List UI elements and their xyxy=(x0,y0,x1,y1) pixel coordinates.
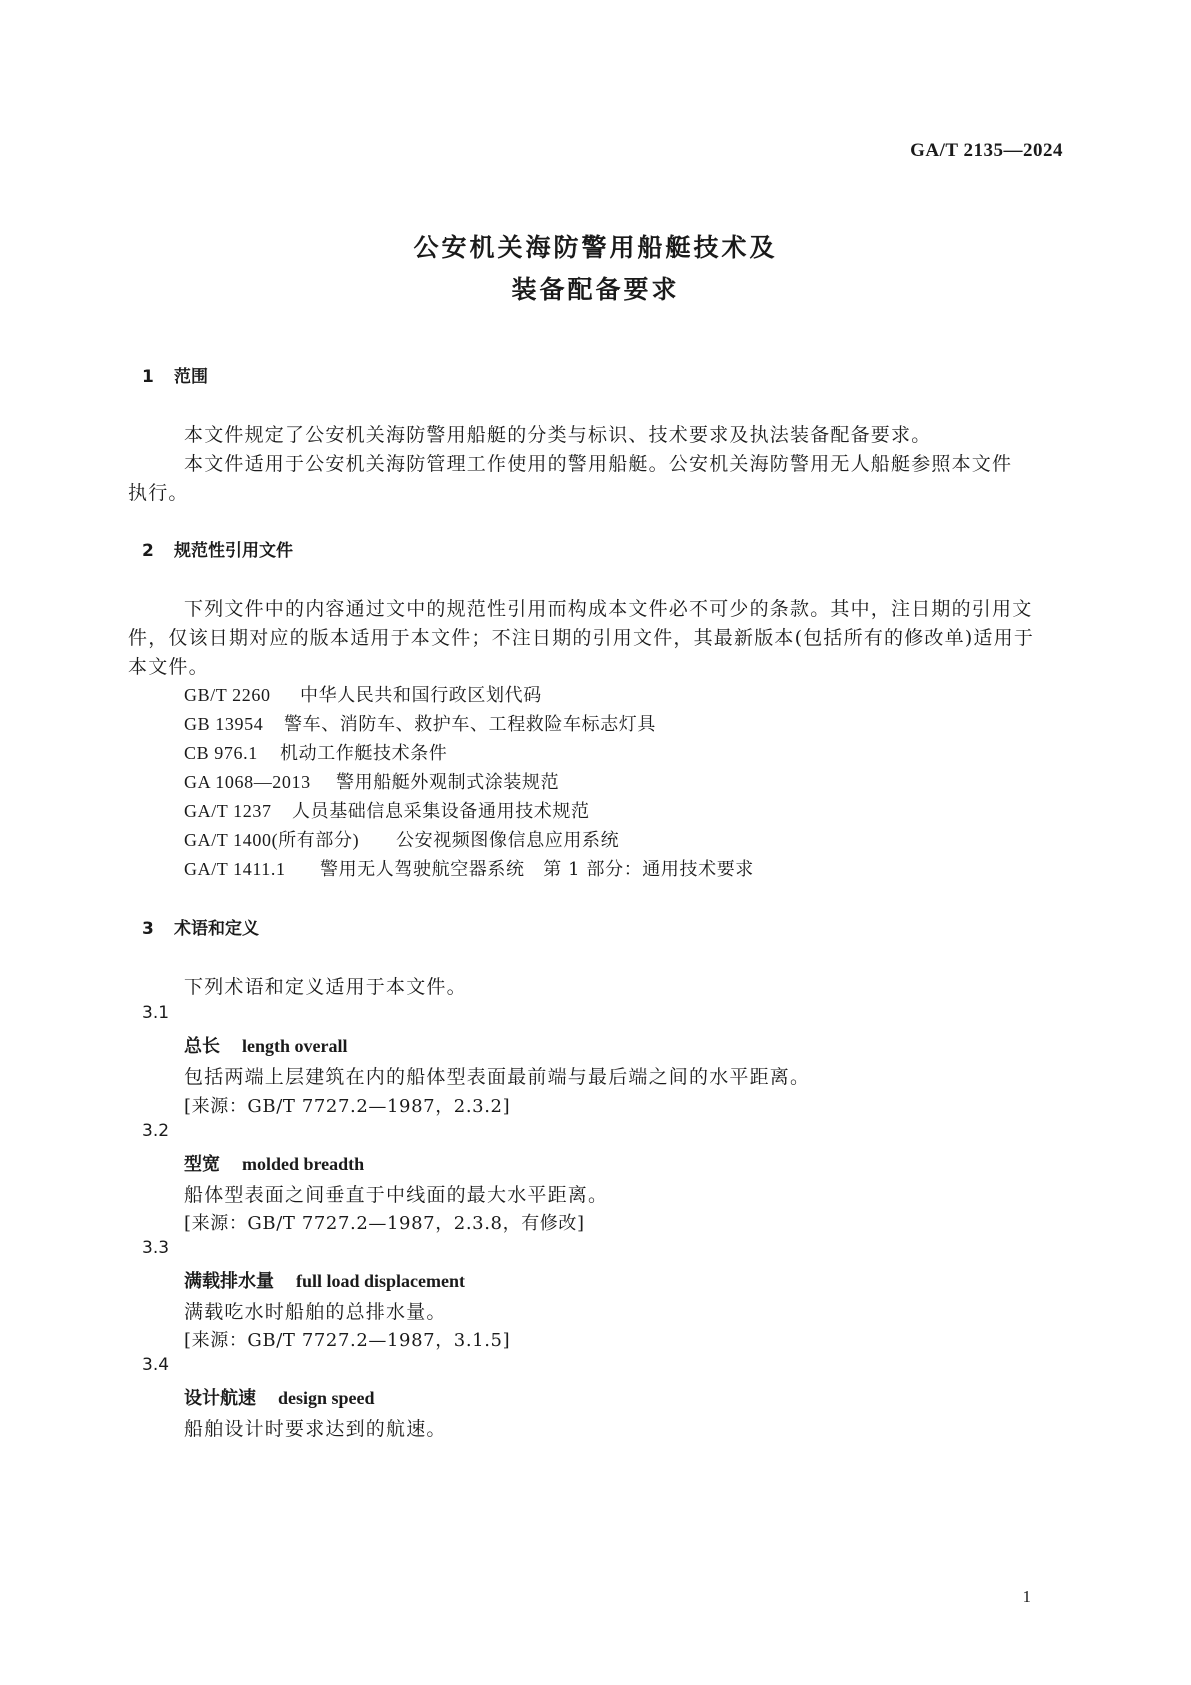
page-number: 1 xyxy=(1022,1587,1031,1606)
section-heading-scope xyxy=(142,362,208,387)
term-english: molded breadth xyxy=(242,1154,365,1174)
section-title: 术语和定义 xyxy=(174,919,259,939)
reference-item xyxy=(184,768,559,794)
reference-code: CB 976.1 xyxy=(184,743,258,763)
section-title: 规范性引用文件 xyxy=(174,541,293,561)
term-heading xyxy=(184,1384,375,1410)
term-definition: 包括两端上层建筑在内的船体型表面最前端与最后端之间的水平距离。 xyxy=(184,1066,811,1088)
term-heading xyxy=(184,1032,348,1058)
scope-paragraph-2-line-2: 执行。 xyxy=(128,482,189,504)
term-number: 3.1 xyxy=(142,1003,170,1023)
reference-title: 警车、消防车、救护车、工程救险车标志灯具 xyxy=(284,714,656,735)
reference-title: 中华人民共和国行政区划代码 xyxy=(300,685,542,706)
section-heading-terms xyxy=(142,914,259,939)
section-number: 1 xyxy=(142,367,154,387)
reference-code: GB/T 2260 xyxy=(184,685,271,705)
reference-code: GB 13954 xyxy=(184,714,264,734)
term-english: length overall xyxy=(242,1036,348,1056)
term-number: 3.3 xyxy=(142,1238,170,1258)
document-title-line-1: 公安机关海防警用船艇技术及 xyxy=(413,233,778,262)
reference-title: 人员基础信息采集设备通用技术规范 xyxy=(292,801,590,822)
term-chinese: 型宽 xyxy=(184,1154,220,1175)
reference-title: 机动工作艇技术条件 xyxy=(280,743,448,764)
reference-code: GA/T 1400(所有部分) xyxy=(184,830,360,850)
term-source: [来源：GB/T 7727.2—1987，3.1.5] xyxy=(184,1330,511,1351)
scope-paragraph-2-line-1: 本文件适用于公安机关海防管理工作使用的警用船艇。公安机关海防警用无人船艇参照本文件 xyxy=(184,453,1013,475)
reference-title: 公安视频图像信息应用系统 xyxy=(396,830,620,851)
term-chinese: 总长 xyxy=(184,1036,220,1057)
section-title: 范围 xyxy=(174,367,208,387)
term-definition: 船体型表面之间垂直于中线面的最大水平距离。 xyxy=(184,1184,609,1206)
term-chinese: 设计航速 xyxy=(184,1388,256,1409)
reference-item xyxy=(184,797,590,823)
section-number: 2 xyxy=(142,541,154,561)
term-source: [来源：GB/T 7727.2—1987，2.3.2] xyxy=(184,1096,511,1117)
term-number: 3.2 xyxy=(142,1121,170,1141)
term-english: design speed xyxy=(278,1388,375,1408)
reference-item xyxy=(184,826,619,852)
reference-item xyxy=(184,710,656,736)
references-intro-line-2: 件，仅该日期对应的版本适用于本文件；不注日期的引用文件，其最新版本(包括所有的修改单)适用于 xyxy=(128,627,1035,649)
reference-item xyxy=(184,681,542,707)
term-chinese: 满载排水量 xyxy=(184,1271,274,1292)
reference-title: 警用船艇外观制式涂装规范 xyxy=(336,772,560,793)
reference-code: GA/T 1237 xyxy=(184,801,272,821)
term-number: 3.4 xyxy=(142,1355,170,1375)
scope-paragraph-1: 本文件规定了公安机关海防警用船艇的分类与标识、技术要求及执法装备配备要求。 xyxy=(184,424,932,446)
references-intro-line-1: 下列文件中的内容通过文中的规范性引用而构成本文件必不可少的条款。其中，注日期的引用文 xyxy=(184,598,1033,620)
reference-item xyxy=(184,739,447,765)
term-heading xyxy=(184,1150,364,1176)
reference-code: GA/T 1411.1 xyxy=(184,859,286,879)
reference-title: 警用无人驾驶航空器系统 第 1 部分：通用技术要求 xyxy=(320,859,754,880)
document-number: GA/T 2135—2024 xyxy=(910,140,1063,161)
term-heading xyxy=(184,1267,465,1293)
section-heading-normative-references xyxy=(142,536,293,561)
section-number: 3 xyxy=(142,919,154,939)
term-english: full load displacement xyxy=(296,1271,466,1291)
term-source: [来源：GB/T 7727.2—1987，2.3.8，有修改] xyxy=(184,1213,585,1234)
terms-intro: 下列术语和定义适用于本文件。 xyxy=(184,976,467,998)
reference-item xyxy=(184,855,754,881)
term-definition: 满载吃水时船舶的总排水量。 xyxy=(184,1301,447,1323)
term-definition: 船舶设计时要求达到的航速。 xyxy=(184,1418,447,1440)
references-intro-line-3: 本文件。 xyxy=(128,656,209,678)
reference-code: GA 1068—2013 xyxy=(184,772,311,792)
document-title-line-2: 装备配备要求 xyxy=(511,275,680,304)
